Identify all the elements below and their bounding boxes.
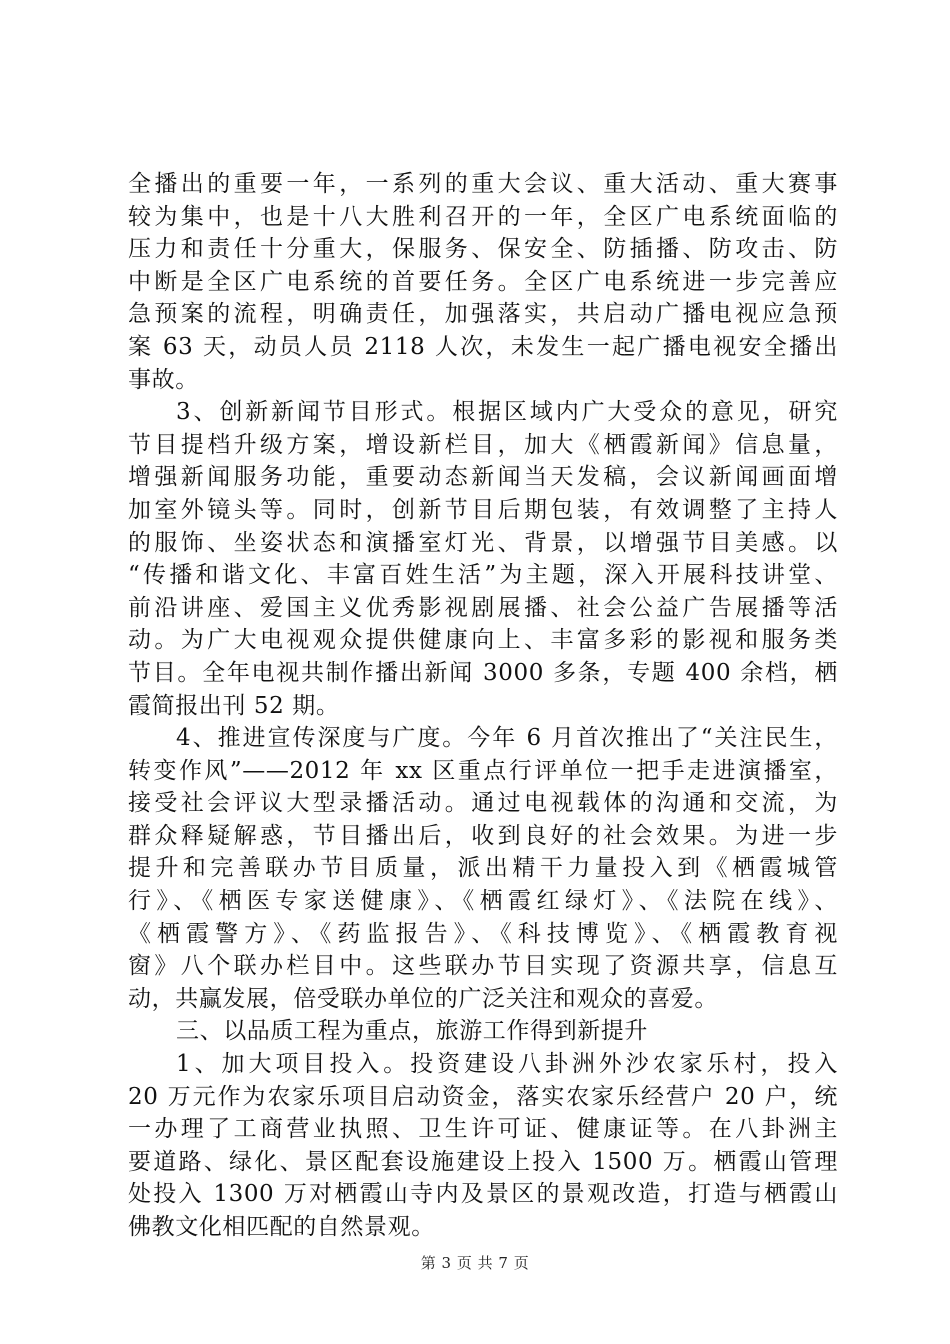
text-line: “传播和谐文化、丰富百姓生活”为主题，深入开展科技讲堂、 bbox=[128, 562, 838, 589]
text-line: 前沿讲座、爱国主义优秀影视剧展播、社会公益广告展播等活 bbox=[128, 594, 838, 621]
text-line: 三、以品质工程为重点，旅游工作得到新提升 bbox=[176, 1018, 648, 1045]
text-line: 较为集中，也是十八大胜利召开的一年，全区广电系统面临的 bbox=[128, 203, 838, 230]
text-line: 一办理了工商营业执照、卫生许可证、健康证等。在八卦洲主 bbox=[128, 1116, 838, 1143]
text-line: 中断是全区广电系统的首要任务。全区广电系统进一步完善应 bbox=[128, 268, 838, 295]
text-line: 全播出的重要一年，一系列的重大会议、重大活动、重大赛事 bbox=[128, 171, 838, 197]
text-line: 急预案的流程，明确责任，加强落实，共启动广播电视应急预 bbox=[128, 301, 838, 328]
text-line: 节目。全年电视共制作播出新闻 3000 多条，专题 400 余档，栖 bbox=[128, 659, 838, 686]
text-line: 节目提档升级方案，增设新栏目，加大《栖霞新闻》信息量， bbox=[128, 431, 838, 458]
text-line: 事故。 bbox=[128, 366, 199, 393]
text-line: 窗》八个联办栏目中。这些联办节目实现了资源共享，信息互 bbox=[128, 953, 838, 980]
text-line: 3、创新新闻节目形式。根据区域内广大受众的意见，研究 bbox=[176, 399, 838, 426]
text-line: 要道路、绿化、景区配套设施建设上投入 1500 万。栖霞山管理 bbox=[128, 1148, 838, 1175]
page-footer: 第 3 页 共 7 页 bbox=[420, 1254, 530, 1272]
text-line: 行》、《栖医专家送健康》、《栖霞红绿灯》、《法院在线》、 bbox=[128, 888, 838, 915]
text-line: 动，共赢发展，倍受联办单位的广泛关注和观众的喜爱。 bbox=[128, 985, 718, 1012]
text-line: 佛教文化相匹配的自然景观。 bbox=[128, 1214, 435, 1240]
text-line: 转变作风”——2012 年 xx 区重点行评单位一把手走进演播室， bbox=[128, 757, 838, 784]
text-line: 群众释疑解惑，节目播出后，收到良好的社会效果。为进一步 bbox=[128, 822, 838, 849]
text-line: 20 万元作为农家乐项目启动资金，落实农家乐经营户 20 户，统 bbox=[128, 1083, 838, 1110]
text-line: 压力和责任十分重大，保服务、保安全、防插播、防攻击、防 bbox=[128, 236, 838, 263]
text-line: 动。为广大电视观众提供健康向上、丰富多彩的影视和服务类 bbox=[128, 627, 838, 654]
text-line: 的服饰、坐姿状态和演播室灯光、背景，以增强节目美感。以 bbox=[128, 529, 838, 556]
text-line: 4、推进宣传深度与广度。今年 6 月首次推出了“关注民生， bbox=[176, 725, 838, 752]
text-line: 1、加大项目投入。投资建设八卦洲外沙农家乐村，投入 bbox=[176, 1051, 838, 1078]
text-line: 处投入 1300 万对栖霞山寺内及景区的景观改造，打造与栖霞山 bbox=[128, 1181, 838, 1208]
document-body bbox=[128, 168, 838, 1244]
text-line: 加室外镜头等。同时，创新节目后期包装，有效调整了主持人 bbox=[128, 496, 838, 523]
text-line: 案 63 天，动员人员 2118 人次，未发生一起广播电视安全播出 bbox=[128, 333, 838, 360]
text-line: 接受社会评议大型录播活动。通过电视载体的沟通和交流，为 bbox=[128, 790, 838, 817]
text-line: 提升和完善联办节目质量，派出精干力量投入到《栖霞城管 bbox=[128, 855, 838, 882]
text-line: 《栖霞警方》、《药监报告》、《科技博览》、《栖霞教育视 bbox=[128, 920, 838, 947]
text-line: 霞简报出刊 52 期。 bbox=[128, 692, 340, 719]
text-line: 增强新闻服务功能，重要动态新闻当天发稿，会议新闻画面增 bbox=[128, 464, 838, 491]
